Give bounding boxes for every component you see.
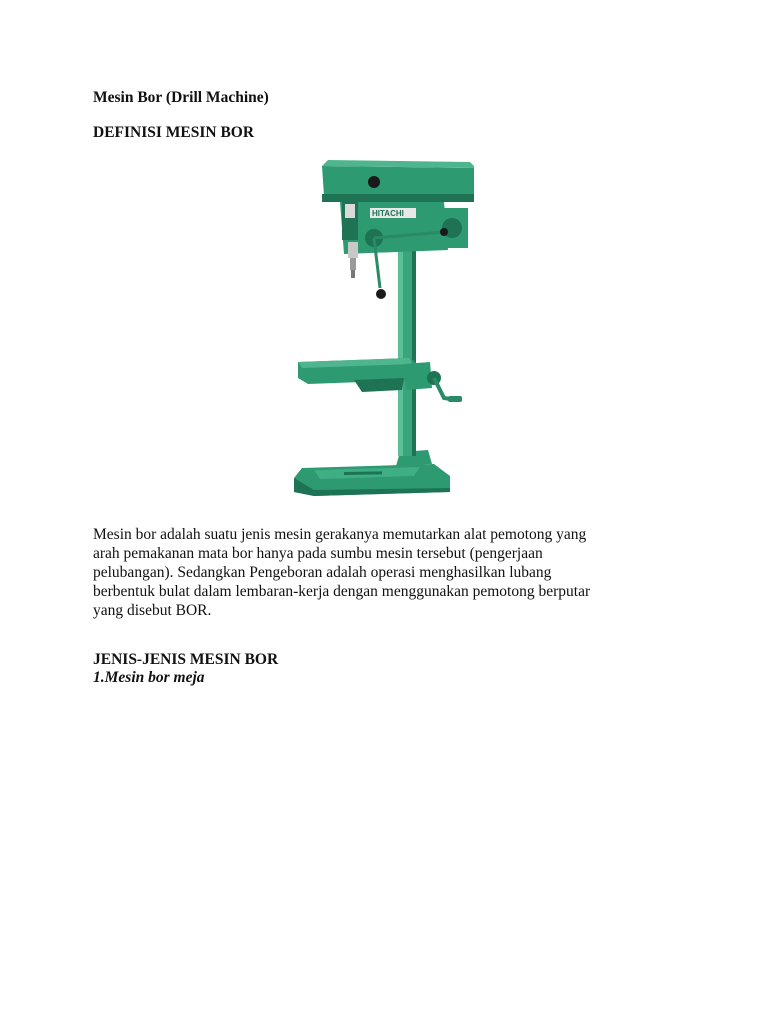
section-heading-definisi: DEFINISI MESIN BOR	[93, 124, 255, 141]
drill-worktable	[298, 358, 462, 402]
drill-column	[398, 238, 416, 456]
drill-press-figure	[284, 158, 474, 504]
drill-chuck	[348, 242, 358, 278]
paragraph-line: arah pemakanan mata bor hanya pada sumbu mesin tersebut (pengerjaan	[93, 545, 543, 562]
subsection-heading-mesin-bor-meja: 1.Mesin bor meja	[93, 669, 205, 686]
paragraph-line: berbentuk bulat dalam lembaran-kerja dengan menggunakan pemotong berputar	[93, 583, 591, 600]
paragraph-line: yang disebut BOR.	[93, 602, 212, 619]
section-heading-jenis: JENIS-JENIS MESIN BOR	[93, 651, 279, 668]
document-title: Mesin Bor (Drill Machine)	[93, 89, 269, 106]
definition-paragraph	[93, 525, 668, 620]
drill-base	[294, 450, 450, 496]
paragraph-line: pelubangan). Sedangkan Pengeboran adalah operasi menghasilkan lubang	[93, 564, 552, 581]
brand-mark: HITACHI	[372, 209, 404, 218]
paragraph-line: Mesin bor adalah suatu jenis mesin gerakanya memutarkan alat pemotong yang	[93, 526, 587, 543]
